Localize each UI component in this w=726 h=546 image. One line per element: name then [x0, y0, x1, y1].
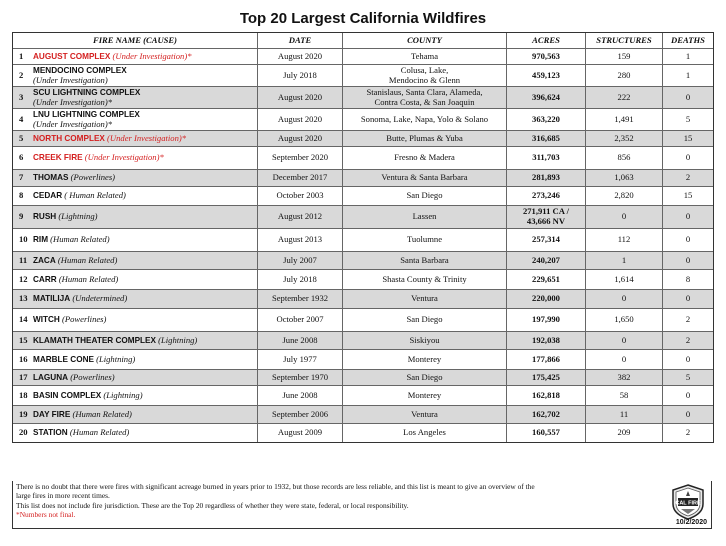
fire-county-cell	[342, 87, 506, 108]
fire-deaths: 2	[662, 309, 713, 331]
footnote-line: This list does not include fire jurisdiction. These are the Top 20 regardless of whether they were state, federal, or local responsibility.	[16, 501, 409, 510]
fire-name-cell	[13, 229, 257, 251]
fire-acres: 281,893	[532, 172, 560, 183]
fire-acres-cell	[506, 87, 585, 108]
fire-name-cell	[13, 350, 257, 369]
seal-text: CAL FIRE	[675, 500, 701, 507]
fire-deaths: 2	[662, 170, 713, 186]
fire-deaths: 2	[662, 424, 713, 442]
fire-name-cell	[13, 252, 257, 269]
fire-date: June 2008	[257, 386, 342, 405]
fire-rank: 15	[19, 334, 28, 345]
fire-name: MARBLE CONE	[33, 354, 94, 364]
fire-name: WITCH	[33, 315, 60, 325]
fire-county: Lassen	[412, 211, 437, 222]
fire-structures: 0	[585, 332, 662, 349]
fire-deaths: 15	[662, 187, 713, 205]
fire-date: September 1932	[257, 290, 342, 308]
fire-acres-cell	[506, 229, 585, 251]
fire-deaths: 5	[662, 370, 713, 385]
fire-county-cell	[342, 270, 506, 289]
fire-county-cell	[342, 370, 506, 385]
table-row	[13, 251, 713, 269]
fire-structures: 0	[585, 290, 662, 308]
fire-acres-cell	[506, 109, 585, 130]
table-row	[13, 308, 713, 331]
fire-county-cell	[342, 290, 506, 308]
fire-rank: 19	[19, 408, 28, 419]
fire-acres-cell	[506, 270, 585, 289]
fire-acres-cell	[506, 350, 585, 369]
fire-acres: 162,702	[532, 408, 560, 419]
fire-acres-line2: 43,666 NV	[526, 216, 566, 226]
fire-acres-cell	[506, 206, 585, 228]
fire-name: LAGUNA	[33, 372, 69, 382]
fire-county: Fresno & Madera	[394, 152, 455, 163]
fire-name: RUSH	[33, 212, 57, 222]
fire-county-cell	[342, 65, 506, 86]
table-row	[13, 269, 713, 289]
fire-deaths: 0	[662, 386, 713, 405]
fire-acres: 970,563	[532, 50, 560, 61]
fire-rank: 13	[19, 293, 28, 304]
fire-date: August 2020	[257, 49, 342, 64]
fire-acres: 459,123	[532, 69, 560, 80]
fire-cause: (Powerlines)	[62, 314, 107, 325]
fire-date: September 2006	[257, 406, 342, 423]
table-header-row	[13, 33, 713, 48]
fire-name-cell	[13, 370, 257, 385]
fire-acres-cell	[506, 386, 585, 405]
fire-name: CEDAR	[33, 191, 63, 201]
table-row	[13, 331, 713, 349]
fire-county-cell	[342, 386, 506, 405]
fire-name-cell	[13, 270, 257, 289]
page-title: Top 20 Largest California Wildfires	[239, 10, 487, 27]
fire-deaths: 15	[662, 131, 713, 146]
fire-acres: 311,703	[532, 152, 560, 163]
revision-date: 10/2/2020	[675, 519, 707, 526]
fire-date: August 2009	[257, 424, 342, 442]
fire-structures: 382	[585, 370, 662, 385]
fire-deaths: 0	[662, 147, 713, 169]
fire-acres: 160,557	[532, 427, 560, 438]
fire-deaths: 1	[662, 49, 713, 64]
footnote-line: There is no doubt that there were fires with significant acreage burned in years prior to 1932, but those records are less reliable, and this list is meant to give an overview of the	[16, 482, 535, 491]
fire-structures: 1,650	[585, 309, 662, 331]
fire-acres-cell	[506, 332, 585, 349]
fire-name: SCU LIGHTNING COMPLEX	[33, 87, 141, 97]
fire-cause: (Lightning)	[103, 389, 143, 400]
fire-date: December 2017	[257, 170, 342, 186]
header-structures: STRUCTURES	[585, 33, 662, 48]
fire-acres: 273,246	[532, 190, 560, 201]
fire-cause: (Lightning)	[58, 211, 98, 222]
fire-name-cell	[13, 131, 257, 146]
fire-acres: 192,038	[532, 334, 560, 345]
fire-county: Colusa, Lake,	[400, 65, 449, 75]
fire-county: Butte, Plumas & Yuba	[386, 132, 463, 143]
fire-county: Shasta County & Trinity	[382, 273, 467, 284]
fire-name: MATILIJA	[33, 294, 71, 304]
fire-acres: 257,314	[532, 234, 560, 245]
fire-county: San Diego	[406, 314, 443, 325]
fire-date: October 2003	[257, 187, 342, 205]
fire-date: September 1970	[257, 370, 342, 385]
fire-cause: (Lightning)	[96, 353, 136, 364]
fire-deaths: 1	[662, 65, 713, 86]
fire-deaths: 0	[662, 229, 713, 251]
fire-deaths: 0	[662, 87, 713, 108]
fire-structures: 159	[585, 49, 662, 64]
fire-rank: 12	[19, 273, 28, 284]
fire-name-cell	[13, 87, 257, 108]
fire-acres-cell	[506, 170, 585, 186]
fire-deaths: 0	[662, 350, 713, 369]
fire-rank: 17	[19, 371, 28, 382]
table-row	[13, 405, 713, 423]
fire-date: July 2018	[257, 270, 342, 289]
fire-acres-cell	[506, 252, 585, 269]
fire-acres: 177,866	[532, 353, 560, 364]
fire-name-cell	[13, 109, 257, 130]
fire-acres: 363,220	[532, 113, 560, 124]
fire-rank: 16	[19, 353, 28, 364]
fire-acres-cell	[506, 187, 585, 205]
fire-name: LNU LIGHTNING COMPLEX	[33, 109, 140, 119]
fire-acres-cell	[506, 424, 585, 442]
fire-structures: 1,063	[585, 170, 662, 186]
fire-date: October 2007	[257, 309, 342, 331]
fire-cause: (Powerlines)	[70, 371, 115, 382]
fire-acres: 229,651	[532, 273, 560, 284]
table-row	[13, 108, 713, 130]
fire-rank: 7	[19, 172, 24, 183]
table-row	[13, 186, 713, 205]
fire-rank: 1	[19, 50, 24, 61]
fire-cause: (Lightning)	[158, 334, 198, 345]
fire-name: MENDOCINO COMPLEX	[33, 65, 127, 75]
table-row	[13, 205, 713, 228]
fire-cause: (Under Investigation)*	[112, 50, 192, 61]
fire-name-cell	[13, 147, 257, 169]
fire-county: San Diego	[406, 371, 443, 382]
fire-rank: 3	[19, 91, 24, 102]
fire-acres-cell	[506, 370, 585, 385]
fire-county-cell	[342, 170, 506, 186]
fire-date: July 1977	[257, 350, 342, 369]
fire-county: Siskiyou	[409, 334, 440, 345]
fire-acres-cell	[506, 290, 585, 308]
fire-county-cell	[342, 206, 506, 228]
fire-cause: (Human Related)	[58, 273, 119, 284]
fire-acres-cell	[506, 49, 585, 64]
fire-structures: 280	[585, 65, 662, 86]
fire-structures: 112	[585, 229, 662, 251]
fire-county: Ventura	[411, 408, 438, 419]
fire-date: August 2020	[257, 131, 342, 146]
fire-acres: 396,624	[532, 91, 560, 102]
fire-name-cell	[13, 187, 257, 205]
fire-acres: 240,207	[532, 254, 560, 265]
fire-name-cell	[13, 386, 257, 405]
fire-county-cell	[342, 49, 506, 64]
fire-date: September 2020	[257, 147, 342, 169]
fire-name: KLAMATH THEATER COMPLEX	[33, 335, 156, 345]
fire-rank: 9	[19, 211, 24, 222]
fire-cause: (Human Related)	[72, 408, 132, 419]
table-row	[13, 228, 713, 251]
fire-acres: 271,911 CA /	[522, 206, 570, 217]
fire-acres-cell	[506, 309, 585, 331]
fire-county: Santa Barbara	[400, 254, 449, 265]
fire-date: August 2013	[257, 229, 342, 251]
fire-acres: 162,818	[532, 389, 560, 400]
fire-deaths: 5	[662, 109, 713, 130]
fire-county: Sonoma, Lake, Napa, Yolo & Solano	[360, 113, 489, 124]
table-row	[13, 289, 713, 308]
fire-county-cell	[342, 131, 506, 146]
fire-structures: 1,491	[585, 109, 662, 130]
fire-county-cell	[342, 147, 506, 169]
fire-name-cell	[13, 206, 257, 228]
footer-notes	[12, 481, 712, 529]
table-row	[13, 48, 713, 64]
fire-structures: 58	[585, 386, 662, 405]
fire-name: DAY FIRE	[33, 409, 71, 419]
fire-county-cell	[342, 424, 506, 442]
fire-structures: 0	[585, 350, 662, 369]
fire-name: THOMAS	[33, 173, 69, 183]
fire-name-cell	[13, 309, 257, 331]
fire-structures: 1,614	[585, 270, 662, 289]
fire-cause: (Under Investigation)	[33, 74, 108, 85]
fire-county: Tuolumne	[406, 234, 443, 245]
fire-rank: 5	[19, 132, 24, 143]
fire-name-cell	[13, 406, 257, 423]
fire-acres: 197,990	[532, 314, 560, 325]
fire-rank: 20	[19, 427, 28, 438]
fire-county-cell	[342, 187, 506, 205]
fire-county: Ventura	[411, 293, 438, 304]
fire-rank: 8	[19, 190, 24, 201]
fire-name: CREEK FIRE	[33, 153, 83, 163]
fire-name: CARR	[33, 274, 57, 284]
fire-cause: (Undetermined)	[72, 293, 128, 304]
fire-name: AUGUST COMPLEX	[33, 51, 111, 61]
fire-name-cell	[13, 424, 257, 442]
fire-structures: 2,820	[585, 187, 662, 205]
fire-rank: 10	[19, 234, 28, 245]
fire-county-cell	[342, 350, 506, 369]
fire-county: Ventura & Santa Barbara	[381, 172, 468, 183]
fire-cause: (Human Related)	[57, 254, 118, 265]
fire-county: Monterey	[407, 353, 442, 364]
fire-name: RIM	[33, 235, 49, 245]
header-county: COUNTY	[342, 33, 506, 48]
fire-rank: 18	[19, 389, 28, 400]
cal-fire-seal-icon	[671, 484, 705, 520]
fire-name-cell	[13, 65, 257, 86]
table-row	[13, 349, 713, 369]
fire-county: Tehama	[410, 50, 439, 61]
fire-name: ZACA	[33, 255, 56, 265]
fire-date: July 2018	[257, 65, 342, 86]
fire-structures: 0	[585, 206, 662, 228]
fire-date: July 2007	[257, 252, 342, 269]
table-row	[13, 423, 713, 442]
fire-county-cell	[342, 252, 506, 269]
fire-county-line2: Contra Costa, & San Joaquin	[374, 96, 475, 107]
fire-county: Stanislaus, Santa Clara, Alameda,	[366, 87, 483, 97]
fire-cause: (Under Investigation)*	[107, 132, 187, 143]
fire-acres-cell	[506, 406, 585, 423]
fire-county: San Diego	[406, 190, 443, 201]
table-row	[13, 169, 713, 186]
fire-name: NORTH COMPLEX	[33, 133, 105, 143]
fire-structures: 1	[585, 252, 662, 269]
fire-cause: (Human Related)	[50, 234, 110, 245]
header-fire-name: FIRE NAME (CAUSE)	[92, 34, 178, 45]
fire-acres-cell	[506, 131, 585, 146]
fire-deaths: 0	[662, 206, 713, 228]
fire-deaths: 8	[662, 270, 713, 289]
fire-acres: 175,425	[532, 371, 560, 382]
fire-structures: 11	[585, 406, 662, 423]
table-row	[13, 385, 713, 405]
fire-deaths: 2	[662, 332, 713, 349]
fire-rank: 6	[19, 152, 24, 163]
fire-name-cell	[13, 170, 257, 186]
fire-rank: 11	[19, 254, 28, 265]
header-deaths: DEATHS	[662, 33, 713, 48]
fire-county-line2: Mendocino & Glenn	[388, 74, 461, 85]
fire-cause: ( Human Related)	[64, 190, 126, 201]
fire-structures: 209	[585, 424, 662, 442]
table-row	[13, 64, 713, 86]
fire-acres: 316,685	[532, 132, 560, 143]
fire-county-cell	[342, 229, 506, 251]
fire-cause: (Powerlines)	[70, 172, 116, 183]
fire-date: August 2020	[257, 109, 342, 130]
fire-county-cell	[342, 332, 506, 349]
footnote-line: large fires in more recent times.	[16, 491, 110, 500]
fire-name-cell	[13, 332, 257, 349]
fire-name-cell	[13, 49, 257, 64]
fire-date: August 2012	[257, 206, 342, 228]
fire-date: August 2020	[257, 87, 342, 108]
fire-county: Monterey	[407, 389, 442, 400]
header-acres: ACRES	[506, 33, 585, 48]
header-date: DATE	[257, 33, 342, 48]
wildfire-table	[12, 32, 714, 443]
fire-county-cell	[342, 109, 506, 130]
fire-cause: (Under Investigation)*	[33, 96, 112, 107]
fire-rank: 2	[19, 69, 24, 80]
fire-date: June 2008	[257, 332, 342, 349]
fire-rank: 14	[19, 314, 28, 325]
fire-deaths: 0	[662, 290, 713, 308]
table-row	[13, 369, 713, 385]
fire-acres-cell	[506, 65, 585, 86]
fire-rank: 4	[19, 113, 24, 124]
fire-county-cell	[342, 406, 506, 423]
fire-county-cell	[342, 309, 506, 331]
fire-deaths: 0	[662, 406, 713, 423]
fire-county: Los Angeles	[403, 427, 446, 438]
fire-name: BASIN COMPLEX	[33, 390, 102, 400]
footnote-not-final: *Numbers not final.	[16, 510, 76, 519]
fire-cause: (Under Investigation)*	[84, 152, 164, 163]
table-row	[13, 130, 713, 146]
fire-acres-cell	[506, 147, 585, 169]
fire-structures: 2,352	[585, 131, 662, 146]
fire-name-cell	[13, 290, 257, 308]
fire-structures: 856	[585, 147, 662, 169]
fire-deaths: 0	[662, 252, 713, 269]
fire-cause: (Under Investigation)*	[33, 118, 112, 129]
fire-cause: (Human Related)	[69, 427, 130, 438]
fire-name: STATION	[33, 428, 68, 438]
fire-structures: 222	[585, 87, 662, 108]
table-row	[13, 86, 713, 108]
table-row	[13, 146, 713, 169]
fire-acres: 220,000	[532, 293, 560, 304]
